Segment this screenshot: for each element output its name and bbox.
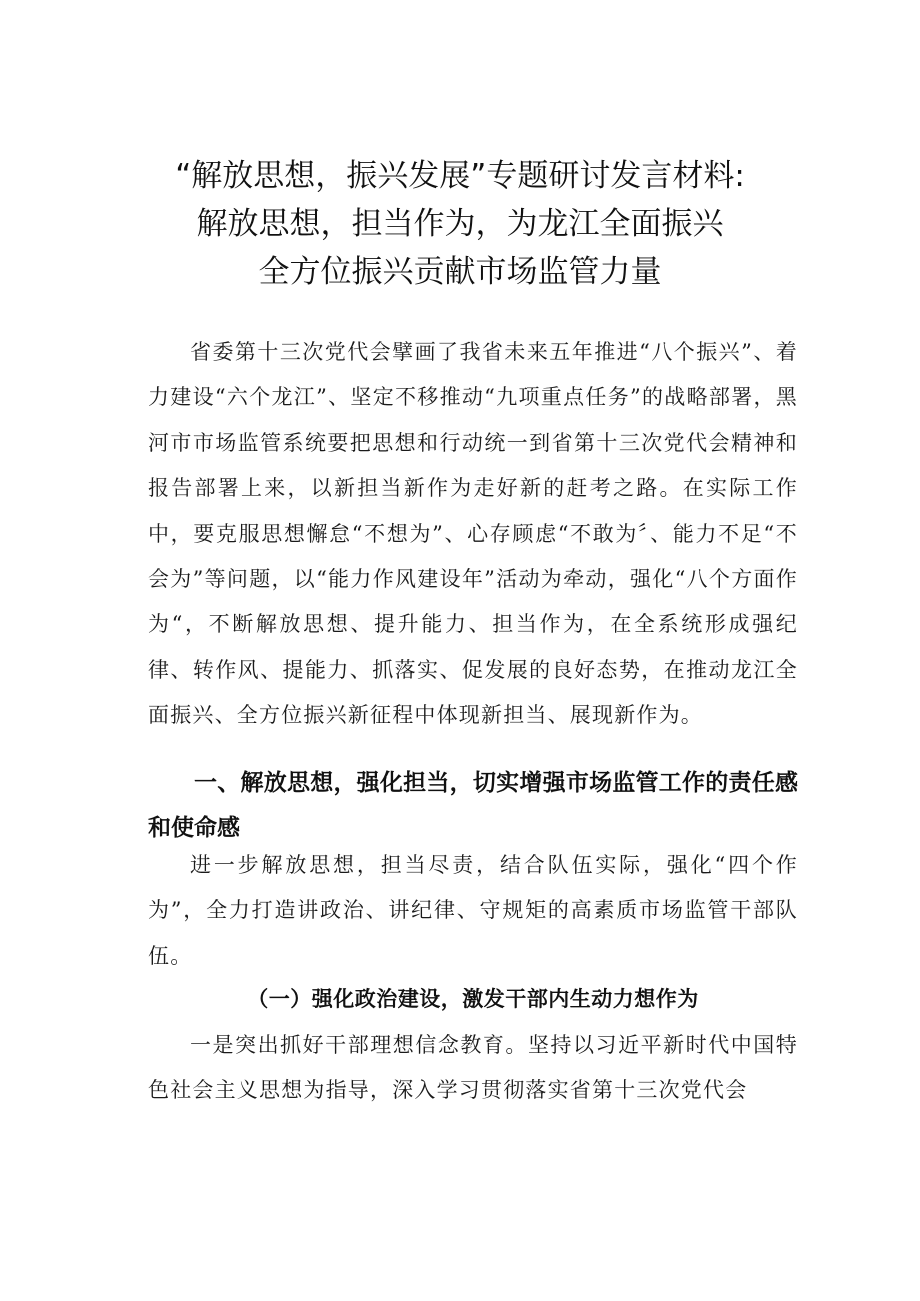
document-title-line-1: “解放思想，振兴发展”专题研讨发言材料: — [175, 158, 745, 194]
subsection-1-paragraph: 一是突出抓好干部理想信念教育。坚持以习近平新时代中国特色社会主义思想为指导，深入学习贯彻落实省第十三次党代会 — [148, 1033, 798, 1103]
subsection-1-heading: （一）强化政治建设，激发干部内生动力想作为 — [247, 986, 699, 1011]
section-1-heading: 一、解放思想，强化担当，切实增强市场监管工作的责任感和使命感 — [148, 770, 798, 841]
document-title-line-3: 全方位振兴贡献市场监管力量 — [258, 254, 662, 290]
section-1-paragraph: 进一步解放思想，担当尽责，结合队伍实际，强化“四个作为”，全力打造讲政治、讲纪律、守规矩的高素质市场监管干部队伍。 — [148, 853, 798, 968]
document-title-line-2: 解放思想，担当作为，为龙江全面振兴 — [196, 206, 724, 242]
intro-paragraph: 省委第十三次党代会擘画了我省未来五年推进“八个振兴”、着力建设“六个龙江”、坚定不移推动“九项重点任务”的战略部署，黑河市市场监管系统要把思想和行动统一到省第十三次党代会精神和报告部署上来，以新担当新作为走好新的赶考之路。在实际工作中，要克服思想懈怠“不想为”、心存顾虑“不敢为〞、能力不足“不会为”等问题，以“能力作风建设年”活动为牵动，强化“八个方面作为“，不断解放思想、提升能力、担当作为，在全系统形成强纪律、转作风、提能力、抓落实、促发展的良好态势，在推动龙江全面振兴、全方位振兴新征程中体现新担当、展现新作为。 — [148, 340, 798, 728]
